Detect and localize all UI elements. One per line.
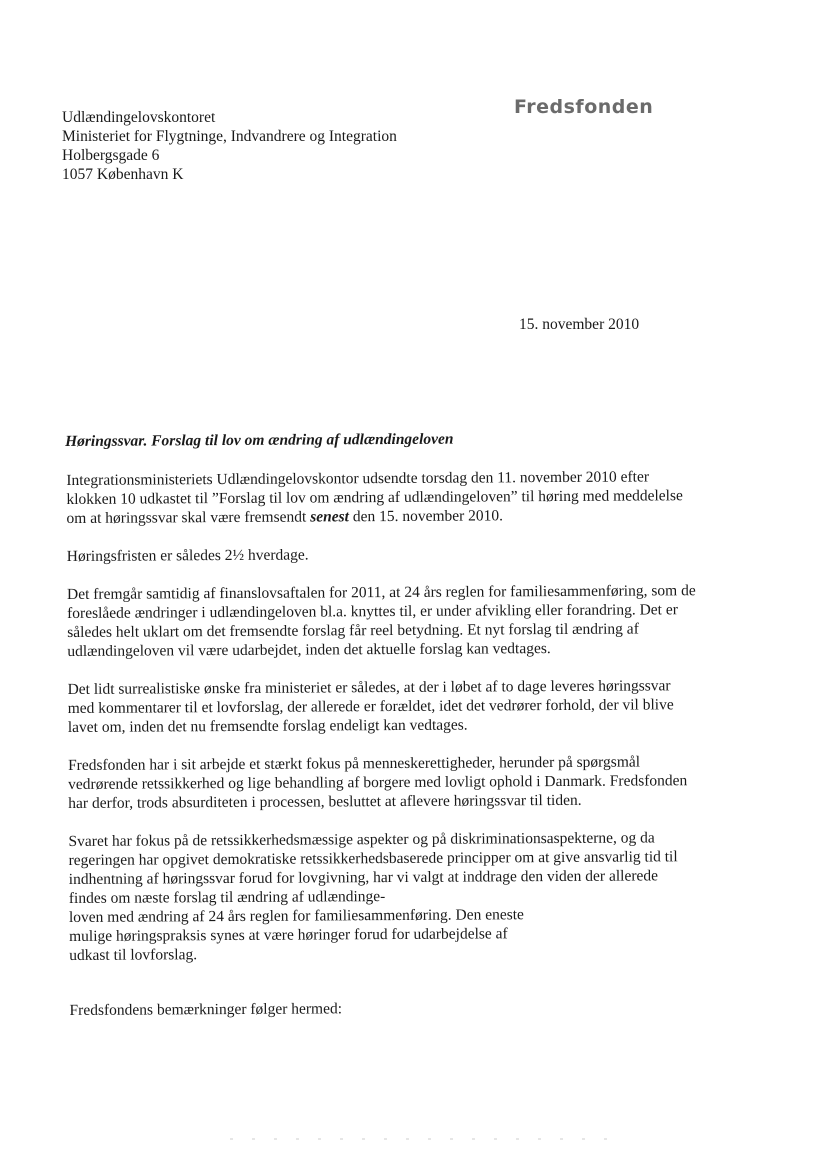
closing-line: Fredsfondens bemærkninger følger hermed: bbox=[69, 1000, 343, 1019]
recipient-line: Udlændingelovskontoret bbox=[62, 109, 216, 126]
text-line: Det lidt surrealistiske ønske fra ministeriet er således, at der i løbet af to dage leveres høringssvar bbox=[67, 677, 671, 698]
paragraph bbox=[66, 467, 756, 528]
text-line: Det fremgår samtidig af finanslovsaftalen for 2011, at 24 års reglen for familiesammenføring, som de bbox=[66, 582, 696, 603]
text-line: foreslåede ændringer i udlændingeloven bl.a. knyttes til, er under afvikling eller forandring. Det er bbox=[67, 601, 678, 622]
text-line: indhentning af høringssvar forud for lovgivning, har vi valgt at inddrage den viden der allerede bbox=[68, 867, 659, 888]
text-line: med kommentarer til et lovforslag, der allerede er forældet, idet det vedrører forhold, der vil blive bbox=[67, 696, 674, 717]
paragraph bbox=[67, 581, 757, 661]
text-line: loven med ændring af 24 års reglen for familiesammenføring. Den eneste bbox=[68, 906, 524, 926]
text-line: Svaret har fokus på de retssikkerhedsmæssige aspekter og på diskriminationsaspekterne, og da bbox=[68, 829, 655, 850]
text-line: Integrationsministeriets Udlændingelovskontor udsendte torsdag den 11. november 2010 efter bbox=[66, 468, 650, 489]
paragraph bbox=[68, 752, 758, 813]
text-line: lavet om, inden det nu fremsendte forslag endeligt kan vedtages. bbox=[67, 716, 468, 736]
text-line: findes om næste forslag til ændring af udlændinge- bbox=[68, 888, 386, 907]
paragraph bbox=[68, 676, 758, 737]
recipient-line: Ministeriet for Flygtninge, Indvandrere og Integration bbox=[62, 128, 397, 145]
text-fragment: den 15. november 2010. bbox=[348, 507, 504, 526]
fredsfonden-logo: Fredsfonden bbox=[514, 96, 654, 118]
text-line: har derfor, trods absurditeten i processen, besluttet at aflevere høringssvar til tiden. bbox=[68, 791, 582, 812]
letter-body bbox=[66, 428, 760, 1039]
text-line: klokken 10 udkastet til ”Forslag til lov om ændring af udlændingeloven” til høring med meddelelse bbox=[66, 487, 683, 508]
subject-line: Høringssvar. Forslag til lov om ændring af udlændingeloven bbox=[65, 430, 454, 451]
scan-artifact bbox=[230, 1138, 610, 1140]
text-line: Fredsfonden har i sit arbejde et stærkt fokus på menneskerettigheder, herunder på spørgsmål bbox=[67, 753, 641, 774]
text-line bbox=[66, 505, 756, 528]
text-line: Høringsfristen er således 2½ hverdage. bbox=[66, 546, 309, 565]
paragraph bbox=[68, 828, 759, 965]
recipient-line: Holbergsgade 6 bbox=[62, 147, 160, 164]
text-line: regeringen har opgivet demokratiske retssikkerhedsbaserede principper om at give ansvarlig tid til bbox=[68, 848, 678, 869]
text-fragment: om at høringssvar skal være fremsendt bbox=[66, 508, 311, 527]
text-line: mulige høringspraksis synes at være høringer forud for udarbejdelse af bbox=[69, 925, 508, 945]
text-line: således helt uklart om det fremsendte forslag får reel betydning. Et nyt forslag til ændring af bbox=[67, 620, 639, 641]
text-line: vedrørende retssikkerhed og lige behandling af borgere med lovligt ophold i Danmark. Fredsfonden bbox=[68, 772, 688, 793]
text-line: udlændingeloven vil være udarbejdet, inden det aktuelle forslag kan vedtages. bbox=[67, 640, 551, 660]
recipient-line: 1057 København K bbox=[62, 166, 184, 183]
text-line: udkast til lovforslag. bbox=[69, 946, 198, 964]
letter-date: 15. november 2010 bbox=[519, 316, 640, 333]
recipient-address bbox=[62, 108, 397, 184]
emphasis-senest: senest bbox=[310, 508, 349, 526]
paragraph bbox=[67, 543, 757, 566]
